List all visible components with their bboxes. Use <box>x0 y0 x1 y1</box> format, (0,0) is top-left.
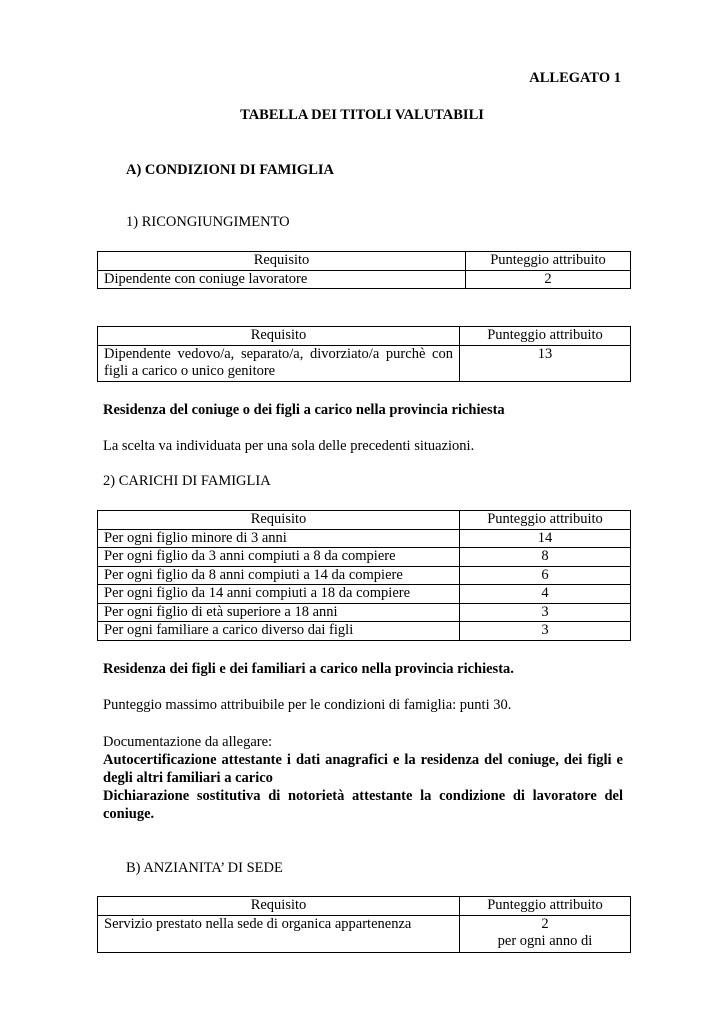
row-punteggio: 3 <box>460 622 631 641</box>
row-punteggio: 6 <box>460 566 631 585</box>
scelta-note: La scelta va individuata per una sola delle precedenti situazioni. <box>103 438 475 454</box>
row-requisito: Per ogni familiare a carico diverso dai figli <box>98 622 460 641</box>
residenza-coniuge-note: Residenza del coniuge o dei figli a carico nella provincia richiesta <box>103 402 505 418</box>
row-punteggio: 14 <box>460 529 631 548</box>
documentazione-autocertificazione: Autocertificazione attestante i dati anagrafici e la residenza del coniuge, dei figli e degli altri familiari a carico <box>103 752 623 786</box>
table-ricongiungimento-1 <box>97 251 631 289</box>
col-punteggio: Punteggio attribuito <box>460 897 631 916</box>
row-requisito: Per ogni figlio di età superiore a 18 anni <box>98 603 460 622</box>
table-row <box>98 915 631 952</box>
row-requisito: Servizio prestato nella sede di organica appartenenza <box>98 915 460 952</box>
row-punteggio-unit: per ogni anno di <box>497 933 593 949</box>
table-header-row <box>98 327 631 346</box>
row-punteggio: 4 <box>460 585 631 604</box>
table-row <box>98 548 631 567</box>
row-punteggio: 2 <box>466 270 631 289</box>
row-requisito: Per ogni figlio da 8 anni compiuti a 14 da compiere <box>98 566 460 585</box>
section-b-title: B) ANZIANITA’ DI SEDE <box>126 860 283 876</box>
table-header-row <box>98 252 631 271</box>
table-carichi-famiglia <box>97 510 631 641</box>
document-title: TABELLA DEI TITOLI VALUTABILI <box>240 107 484 123</box>
subsection-carichi-famiglia: 2) CARICHI DI FAMIGLIA <box>103 473 271 489</box>
row-requisito: Per ogni figlio minore di 3 anni <box>98 529 460 548</box>
col-requisito: Requisito <box>98 511 460 530</box>
col-requisito: Requisito <box>98 252 466 271</box>
row-punteggio-value: 2 <box>541 915 549 932</box>
col-punteggio: Punteggio attribuito <box>466 252 631 271</box>
table-anzianita-sede <box>97 896 631 953</box>
allegato-label: ALLEGATO 1 <box>529 70 621 86</box>
table-row <box>98 529 631 548</box>
subsection-ricongiungimento: 1) RICONGIUNGIMENTO <box>126 214 290 230</box>
col-requisito: Requisito <box>98 327 460 346</box>
table-row <box>98 622 631 641</box>
row-requisito: Per ogni figlio da 14 anni compiuti a 18 da compiere <box>98 585 460 604</box>
table-row <box>98 585 631 604</box>
table-row <box>98 270 631 289</box>
col-punteggio: Punteggio attribuito <box>460 327 631 346</box>
table-row <box>98 566 631 585</box>
documentazione-label: Documentazione da allegare: <box>103 734 273 750</box>
row-punteggio <box>460 915 631 952</box>
table-ricongiungimento-2 <box>97 326 631 382</box>
table-row <box>98 603 631 622</box>
section-a-title: A) CONDIZIONI DI FAMIGLIA <box>126 162 334 178</box>
row-requisito: Dipendente con coniuge lavoratore <box>98 270 466 289</box>
table-header-row <box>98 897 631 916</box>
row-requisito: Dipendente vedovo/a, separato/a, divorziato/a purchè con figli a carico o unico genitore <box>98 345 460 381</box>
punteggio-massimo-note: Punteggio massimo attribuibile per le condizioni di famiglia: punti 30. <box>103 697 512 713</box>
table-row <box>98 345 631 381</box>
col-requisito: Requisito <box>98 897 460 916</box>
residenza-figli-note: Residenza dei figli e dei familiari a carico nella provincia richiesta. <box>103 661 514 677</box>
row-punteggio: 3 <box>460 603 631 622</box>
row-requisito: Per ogni figlio da 3 anni compiuti a 8 da compiere <box>98 548 460 567</box>
row-punteggio: 13 <box>460 345 631 381</box>
row-punteggio: 8 <box>460 548 631 567</box>
table-header-row <box>98 511 631 530</box>
col-punteggio: Punteggio attribuito <box>460 511 631 530</box>
documentazione-dichiarazione: Dichiarazione sostitutiva di notorietà attestante la condizione di lavoratore del coniuge. <box>103 788 623 822</box>
